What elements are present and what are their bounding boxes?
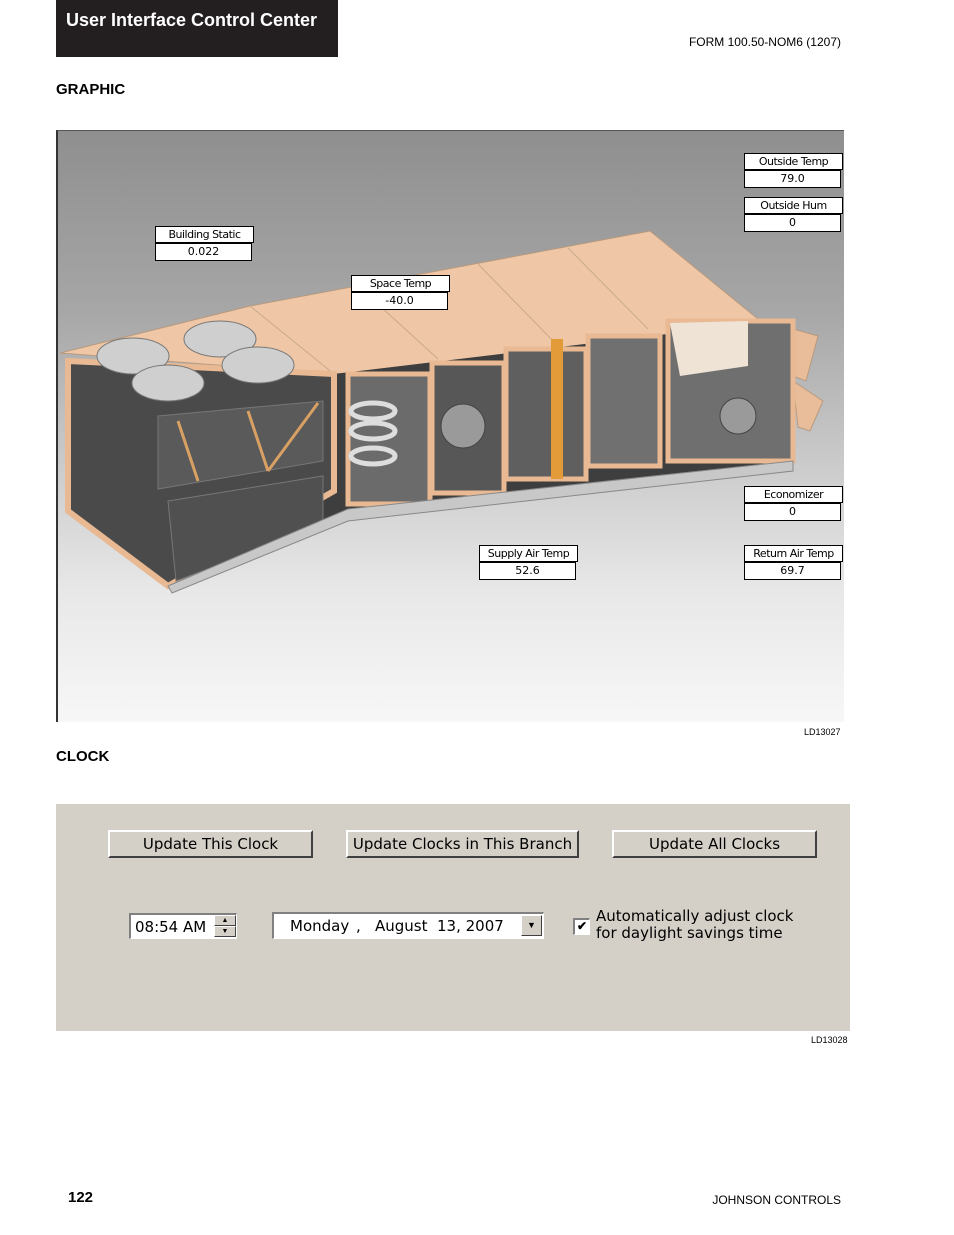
company-name: JOHNSON CONTROLS bbox=[712, 1193, 841, 1207]
date-picker[interactable] bbox=[272, 912, 544, 939]
dst-checkbox[interactable]: ✔ bbox=[573, 918, 590, 935]
section-title-graphic: GRAPHIC bbox=[56, 81, 126, 98]
clock-figure-id: LD13028 bbox=[811, 1035, 848, 1045]
supply-air-temp-value: 52.6 bbox=[479, 562, 576, 580]
outside-hum-value: 0 bbox=[744, 214, 841, 232]
outside-hum-label: Outside Hum bbox=[744, 197, 843, 214]
date-month: August bbox=[375, 917, 428, 935]
update-all-clocks-button[interactable]: Update All Clocks bbox=[612, 830, 817, 858]
time-spinner[interactable] bbox=[214, 915, 236, 938]
return-air-temp-value: 69.7 bbox=[744, 562, 841, 580]
chevron-down-icon[interactable]: ▼ bbox=[521, 915, 542, 936]
time-value: 08:54 AM bbox=[135, 918, 207, 936]
update-branch-clocks-button[interactable]: Update Clocks in This Branch bbox=[346, 830, 579, 858]
unit-graphic-panel bbox=[56, 130, 844, 722]
return-air-temp-label: Return Air Temp bbox=[744, 545, 843, 562]
building-static-value: 0.022 bbox=[155, 243, 252, 261]
date-separator: , bbox=[356, 917, 361, 935]
section-title-clock: CLOCK bbox=[56, 748, 110, 765]
clock-panel bbox=[56, 804, 850, 1031]
space-temp-label: Space Temp bbox=[351, 275, 450, 292]
page-number: 122 bbox=[68, 1189, 94, 1206]
building-static-label: Building Static bbox=[155, 226, 254, 243]
economizer-value: 0 bbox=[744, 503, 841, 521]
date-day-year: 13, 2007 bbox=[437, 917, 504, 935]
header-banner bbox=[56, 0, 338, 57]
form-number: FORM 100.50-NOM6 (1207) bbox=[688, 35, 841, 49]
outside-temp-label: Outside Temp bbox=[744, 153, 843, 170]
graphic-figure-id: LD13027 bbox=[804, 727, 841, 737]
date-weekday: Monday bbox=[290, 917, 350, 935]
rooftop-unit-illustration bbox=[58, 131, 844, 722]
time-input[interactable] bbox=[129, 913, 237, 939]
supply-air-temp-label: Supply Air Temp bbox=[479, 545, 578, 562]
spin-down-icon[interactable]: ▼ bbox=[214, 926, 236, 937]
dst-checkbox-label: Automatically adjust clock for daylight savings time bbox=[596, 907, 794, 942]
update-this-clock-button[interactable]: Update This Clock bbox=[108, 830, 313, 858]
economizer-label: Economizer bbox=[744, 486, 843, 503]
spin-up-icon[interactable]: ▲ bbox=[214, 915, 236, 926]
space-temp-value: -40.0 bbox=[351, 292, 448, 310]
page-header-title: User Interface Control Center bbox=[66, 10, 318, 30]
outside-temp-value: 79.0 bbox=[744, 170, 841, 188]
